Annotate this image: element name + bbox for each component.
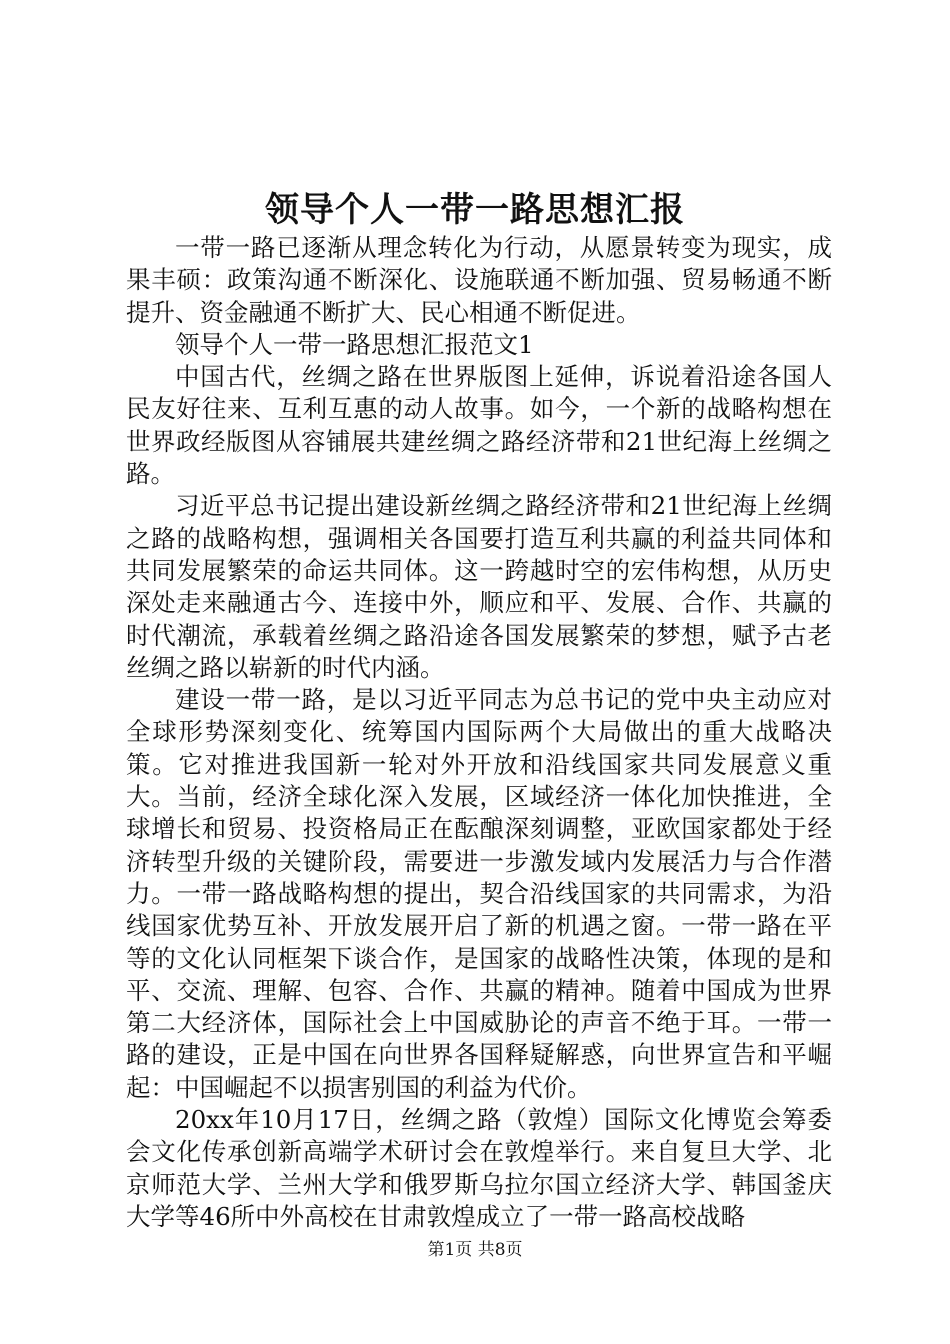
paragraph-intro: 一带一路已逐渐从理念转化为行动，从愿景转变为现实，成果丰硕：政策沟通不断深化、设施联通不断加强、贸易畅通不断提升、资金融通不断扩大、民心相通不断促进。 (126, 233, 832, 327)
page-footer: 第1页 共8页 (427, 1240, 523, 1260)
document-body (126, 232, 832, 1233)
document-title: 领导个人一带一路思想汇报 (265, 190, 685, 230)
paragraph: 建设一带一路，是以习近平同志为总书记的党中央主动应对全球形势深刻变化、统筹国内国际两个大局做出的重大战略决策。它对推进我国新一轮对外开放和沿线国家共同发展意义重大。当前，经济全球化深入发展，区域经济一体化加快推进，全球增长和贸易、投资格局正在酝酿深刻调整，亚欧国家都处于经济转型升级的关键阶段，需要进一步激发域内发展活力与合作潜力。一带一路战略构想的提出，契合沿线国家的共同需求，为沿线国家优势互补、开放发展开启了新的机遇之窗。一带一路在平等的文化认同框架下谈合作，是国家的战略性决策，体现的是和平、交流、理解、包容、合作、共赢的精神。随着中国成为世界第二大经济体，国际社会上中国威胁论的声音不绝于耳。一带一路的建设，正是中国在向世界各国释疑解惑，向世界宣告和平崛起：中国崛起不以损害别国的利益为代价。 (126, 685, 832, 1102)
paragraph-subtitle: 领导个人一带一路思想汇报范文1 (175, 329, 534, 359)
paragraph: 习近平总书记提出建设新丝绸之路经济带和21世纪海上丝绸之路的战略构想，强调相关各国要打造互利共赢的利益共同体和共同发展繁荣的命运共同体。这一跨越时空的宏伟构想，从历史深处走来融通古今、连接中外，顺应和平、发展、合作、共赢的时代潮流，承载着丝绸之路沿途各国发展繁荣的梦想，赋予古老丝绸之路以崭新的时代内涵。 (126, 491, 832, 682)
paragraph: 20xx年10月17日，丝绸之路（敦煌）国际文化博览会筹委会文化传承创新高端学术研讨会在敦煌举行。来自复旦大学、北京师范大学、兰州大学和俄罗斯乌拉尔国立经济大学、韩国釜庆大学等46所中外高校在甘肃敦煌成立了一带一路高校战略 (126, 1105, 832, 1231)
paragraph: 中国古代，丝绸之路在世界版图上延伸，诉说着沿途各国人民友好往来、互利互惠的动人故事。如今，一个新的战略构想在世界政经版图从容铺展共建丝绸之路经济带和21世纪海上丝绸之路。 (126, 362, 832, 489)
